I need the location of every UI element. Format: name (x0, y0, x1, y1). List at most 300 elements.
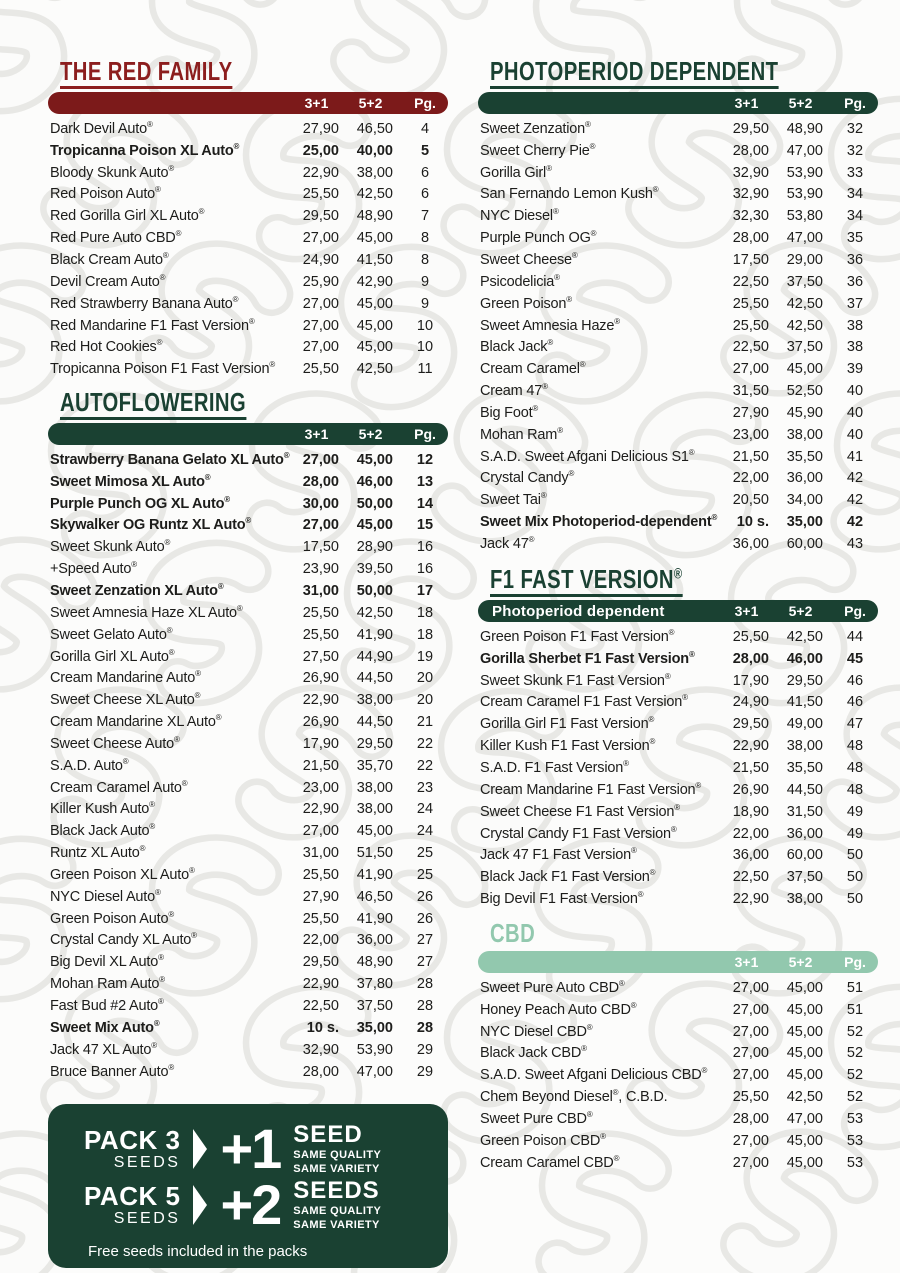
column-header-3plus1: 3+1 (734, 954, 759, 970)
table-row (48, 951, 448, 973)
price-5plus2: 35,50 (786, 759, 823, 776)
price-5plus2: 53,80 (786, 208, 823, 225)
price-5plus2: 42,50 (786, 295, 823, 312)
price-5plus2: 48,90 (356, 954, 393, 971)
section-f1-fast-version (478, 566, 878, 910)
price-3plus1: 29,50 (302, 954, 339, 971)
page-number: 52 (846, 1067, 864, 1084)
table-row (478, 735, 878, 757)
price-3plus1: 26,90 (302, 714, 339, 731)
price-5plus2: 45,00 (356, 451, 393, 468)
price-5plus2: 45,00 (786, 1001, 823, 1018)
price-5plus2: 53,90 (786, 164, 823, 181)
table-row (478, 118, 878, 140)
price-3plus1: 17,50 (732, 251, 769, 268)
table-row (48, 755, 448, 777)
price-5plus2: 52,50 (786, 383, 823, 400)
strain-name: Cream Caramel F1 Fast Version® (480, 693, 688, 711)
page-number: 53 (846, 1110, 864, 1127)
price-3plus1: 28,00 (302, 473, 339, 490)
strain-name: Jack 47® (480, 535, 535, 552)
price-5plus2: 42,50 (786, 628, 823, 645)
strain-name: Dark Devil Auto® (50, 120, 153, 137)
price-3plus1: 32,90 (302, 1041, 339, 1058)
page-number: 18 (416, 626, 434, 643)
page-number: 43 (846, 535, 864, 552)
strain-name: Black Jack Auto® (50, 822, 156, 840)
price-5plus2: 37,50 (786, 869, 823, 886)
page-number: 52 (846, 1089, 864, 1106)
price-3plus1: 25,50 (732, 295, 769, 312)
price-3plus1: 22,50 (732, 273, 769, 290)
price-5plus2: 53,90 (356, 1041, 393, 1058)
strain-name: Black Jack® (480, 338, 553, 356)
column-header-3plus1: 3+1 (734, 95, 759, 111)
table-row (478, 227, 878, 249)
table-header-bar (478, 92, 878, 114)
section-title: CBD (490, 918, 536, 948)
page-number: 52 (846, 1045, 864, 1062)
strain-name: Psicodelicia® (480, 273, 560, 290)
table-row (48, 1017, 448, 1039)
price-5plus2: 42,50 (356, 361, 393, 378)
price-5plus2: 47,00 (356, 1063, 393, 1080)
page-number: 38 (846, 339, 864, 356)
price-3plus1: 23,00 (302, 779, 339, 796)
strain-name: S.A.D. Sweet Afgani Delicious S1® (480, 447, 695, 465)
price-5plus2: 42,50 (786, 317, 823, 334)
strain-name: Skywalker OG Runtz XL Auto® (50, 516, 252, 534)
page-number: 50 (846, 869, 864, 886)
page-number: 32 (846, 120, 864, 137)
page-number: 33 (846, 164, 864, 181)
price-3plus1: 25,50 (732, 1089, 769, 1106)
price-5plus2: 48,90 (356, 208, 393, 225)
price-3plus1: 28,00 (732, 230, 769, 247)
price-5plus2: 46,00 (356, 473, 393, 490)
price-5plus2: 45,00 (356, 317, 393, 334)
strain-name: Sweet Amnesia Haze XL Auto® (50, 604, 243, 621)
column-header-page: Pg. (414, 426, 436, 442)
strain-name: Killer Kush Auto® (50, 800, 155, 818)
strain-name: Runtz XL Auto® (50, 844, 146, 862)
strain-name: Mohan Ram Auto® (50, 975, 165, 993)
page-number: 34 (846, 186, 864, 203)
price-3plus1: 27,00 (302, 823, 339, 840)
price-3plus1: 25,50 (732, 317, 769, 334)
table-row (478, 757, 878, 779)
table-row (478, 380, 878, 402)
page-number: 9 (420, 273, 430, 290)
table-row (48, 336, 448, 358)
pack3-label: PACK 3 SEEDS (84, 1125, 181, 1171)
price-5plus2: 50,00 (356, 582, 393, 599)
strain-name: Gorilla Girl F1 Fast Version® (480, 715, 655, 733)
strain-name: Purple Punch OG® (480, 229, 597, 247)
price-5plus2: 41,50 (356, 251, 393, 268)
strain-name: Sweet Pure Auto CBD® (480, 979, 625, 996)
page-number: 28 (416, 976, 434, 993)
table-row (48, 315, 448, 337)
page-number: 51 (846, 979, 864, 996)
price-3plus1: 25,90 (302, 273, 339, 290)
page-number: 37 (846, 295, 864, 312)
price-3plus1: 21,50 (732, 759, 769, 776)
seeds-bonus-label: SEEDS SAME QUALITY SAME VARIETY (293, 1177, 382, 1231)
price-3plus1: 27,00 (732, 361, 769, 378)
table-row (478, 184, 878, 206)
page-number: 53 (846, 1132, 864, 1149)
price-5plus2: 41,90 (356, 866, 393, 883)
table-row (478, 626, 878, 648)
table-header-bar (48, 423, 448, 445)
price-3plus1: 27,00 (302, 230, 339, 247)
page-number: 21 (416, 714, 434, 731)
section-photoperiod-dependent (478, 58, 878, 555)
strain-name: Big Foot® (480, 404, 539, 421)
section-title: PHOTOPERIOD DEPENDENT (490, 58, 778, 89)
page-number: 50 (846, 847, 864, 864)
table-row (48, 973, 448, 995)
page-number: 52 (846, 1023, 864, 1040)
price-5plus2: 50,00 (356, 495, 393, 512)
pack5-label: PACK 5 SEEDS (84, 1181, 181, 1227)
table-row (478, 402, 878, 424)
price-5plus2: 38,00 (356, 779, 393, 796)
price-5plus2: 44,50 (356, 714, 393, 731)
strain-name: Sweet Pure CBD® (480, 1110, 593, 1127)
section-title: F1 FAST VERSION® (490, 566, 683, 597)
page-number: 39 (846, 361, 864, 378)
column-header-5plus2: 5+2 (788, 95, 813, 111)
price-5plus2: 38,00 (356, 801, 393, 818)
price-3plus1: 27,90 (302, 888, 339, 905)
price-3plus1: 31,50 (732, 383, 769, 400)
strain-name: Cream Caramel Auto® (50, 778, 188, 796)
table-row (48, 358, 448, 380)
strain-name: Green Poison® (480, 294, 572, 312)
page-number: 48 (846, 738, 864, 755)
strain-name: Sweet Mix Photoperiod-dependent® (480, 513, 718, 531)
price-5plus2: 45,00 (786, 1023, 823, 1040)
column-header-page: Pg. (844, 95, 866, 111)
page-number: 46 (846, 672, 864, 689)
price-3plus1: 10 s. (306, 1019, 339, 1036)
table-row (48, 711, 448, 733)
page-number: 32 (846, 142, 864, 159)
price-3plus1: 25,50 (302, 604, 339, 621)
price-3plus1: 10 s. (736, 514, 769, 531)
page-number: 48 (846, 759, 864, 776)
strain-name: Sweet Skunk Auto® (50, 538, 171, 556)
strain-name: Cream Caramel® (480, 360, 586, 378)
price-5plus2: 45,00 (786, 1067, 823, 1084)
plus-one-label: +1 (220, 1117, 281, 1181)
price-5plus2: 45,00 (786, 1154, 823, 1171)
table-row (478, 249, 878, 271)
price-3plus1: 18,90 (732, 803, 769, 820)
strain-name: Big Devil F1 Fast Version® (480, 890, 644, 908)
price-3plus1: 22,90 (302, 692, 339, 709)
page-number: 40 (846, 404, 864, 421)
table-row (478, 162, 878, 184)
table-row (48, 249, 448, 271)
section-title: THE RED FAMILY (60, 58, 233, 89)
price-5plus2: 42,90 (356, 273, 393, 290)
section-red-family (48, 58, 448, 380)
table-row (48, 733, 448, 755)
table-row (478, 648, 878, 670)
table-row (478, 511, 878, 533)
strain-name: NYC Diesel® (480, 207, 559, 225)
strain-name: Red Poison Auto® (50, 185, 161, 203)
page-number: 13 (416, 473, 434, 490)
price-3plus1: 27,00 (302, 451, 339, 468)
strain-name: Green Poison XL Auto® (50, 866, 195, 883)
page-number: 49 (846, 825, 864, 842)
page-number: 29 (416, 1041, 434, 1058)
price-3plus1: 27,00 (732, 1045, 769, 1062)
strain-name: Chem Beyond Diesel®, C.B.D. (480, 1088, 668, 1106)
price-5plus2: 39,50 (356, 561, 393, 578)
price-3plus1: 26,90 (302, 670, 339, 687)
strain-name: Sweet Mimosa XL Auto® (50, 472, 211, 490)
price-3plus1: 27,00 (302, 317, 339, 334)
price-5plus2: 45,00 (786, 1132, 823, 1149)
price-3plus1: 32,30 (732, 208, 769, 225)
price-5plus2: 41,50 (786, 694, 823, 711)
column-header-3plus1: 3+1 (304, 95, 329, 111)
table-row (48, 667, 448, 689)
table-header-bar (478, 951, 878, 973)
strain-name: Bruce Banner Auto® (50, 1062, 174, 1080)
price-5plus2: 45,00 (356, 230, 393, 247)
price-3plus1: 28,00 (732, 1110, 769, 1127)
page-number: 47 (846, 716, 864, 733)
table-row (478, 670, 878, 692)
table-row (48, 689, 448, 711)
price-3plus1: 27,00 (732, 1023, 769, 1040)
price-5plus2: 47,00 (786, 142, 823, 159)
price-5plus2: 44,90 (356, 648, 393, 665)
strain-name: Cream Caramel CBD® (480, 1153, 620, 1171)
price-5plus2: 46,50 (356, 888, 393, 905)
strain-name: NYC Diesel CBD® (480, 1022, 593, 1040)
table-row (48, 271, 448, 293)
price-5plus2: 60,00 (786, 847, 823, 864)
strain-name: Red Gorilla Girl XL Auto® (50, 207, 205, 225)
section-cbd (478, 920, 878, 1174)
strain-name: Crystal Candy F1 Fast Version® (480, 824, 677, 842)
page-number: 25 (416, 866, 434, 883)
strain-name: Sweet Cheese F1 Fast Version® (480, 802, 680, 820)
price-5plus2: 35,00 (356, 1019, 393, 1036)
price-3plus1: 36,00 (732, 847, 769, 864)
page-number: 9 (420, 295, 430, 312)
price-5plus2: 29,50 (786, 672, 823, 689)
table-row (478, 336, 878, 358)
page-number: 20 (416, 692, 434, 709)
price-3plus1: 22,90 (302, 976, 339, 993)
table-row (48, 886, 448, 908)
price-3plus1: 22,00 (302, 932, 339, 949)
price-3plus1: 24,90 (732, 694, 769, 711)
page-number: 10 (416, 317, 434, 334)
price-3plus1: 31,00 (302, 582, 339, 599)
strain-name: Green Poison F1 Fast Version® (480, 628, 675, 645)
page-number: 36 (846, 273, 864, 290)
price-3plus1: 25,50 (732, 628, 769, 645)
table-row (478, 140, 878, 162)
price-3plus1: 21,50 (732, 448, 769, 465)
page-number: 23 (416, 779, 434, 796)
table-row (478, 468, 878, 490)
page-number: 27 (416, 954, 434, 971)
price-3plus1: 22,90 (732, 738, 769, 755)
page-number: 53 (846, 1154, 864, 1171)
price-3plus1: 22,50 (302, 998, 339, 1015)
price-3plus1: 27,00 (732, 1001, 769, 1018)
price-5plus2: 45,00 (786, 361, 823, 378)
page-number: 22 (416, 757, 434, 774)
table-row (48, 140, 448, 162)
strain-name: Black Jack CBD® (480, 1044, 587, 1062)
strain-name: Crystal Candy® (480, 469, 575, 487)
price-3plus1: 29,50 (732, 716, 769, 733)
price-5plus2: 53,90 (786, 186, 823, 203)
table-row (48, 777, 448, 799)
price-3plus1: 30,00 (302, 495, 339, 512)
page-number: 16 (416, 561, 434, 578)
strain-name: S.A.D. F1 Fast Version® (480, 759, 629, 776)
price-3plus1: 25,00 (302, 142, 339, 159)
page-number: 6 (420, 186, 430, 203)
page-number: 40 (846, 383, 864, 400)
table-row (48, 515, 448, 537)
table-row (48, 1039, 448, 1061)
column-header-3plus1: 3+1 (734, 603, 759, 619)
price-5plus2: 47,00 (786, 1110, 823, 1127)
price-3plus1: 29,50 (732, 120, 769, 137)
price-5plus2: 46,50 (356, 120, 393, 137)
page-number: 5 (420, 142, 430, 159)
page-number: 34 (846, 208, 864, 225)
price-3plus1: 28,00 (302, 1063, 339, 1080)
price-5plus2: 40,00 (356, 142, 393, 159)
table-row (478, 424, 878, 446)
price-5plus2: 45,00 (356, 295, 393, 312)
table-row (48, 580, 448, 602)
strain-name: Sweet Tai® (480, 491, 547, 509)
price-5plus2: 35,70 (356, 757, 393, 774)
price-5plus2: 29,00 (786, 251, 823, 268)
page-number: 7 (420, 208, 430, 225)
column-header-page: Pg. (844, 954, 866, 970)
price-3plus1: 27,00 (302, 517, 339, 534)
price-3plus1: 27,00 (732, 1132, 769, 1149)
page-number: 8 (420, 230, 430, 247)
page-number: 40 (846, 426, 864, 443)
strain-name: Red Strawberry Banana Auto® (50, 294, 239, 312)
page-number: 38 (846, 317, 864, 334)
price-3plus1: 25,50 (302, 626, 339, 643)
price-3plus1: 32,90 (732, 186, 769, 203)
table-row (478, 1021, 878, 1043)
table-row (48, 864, 448, 886)
price-5plus2: 38,00 (786, 426, 823, 443)
price-5plus2: 42,50 (786, 1089, 823, 1106)
page-number: 12 (416, 451, 434, 468)
page-number: 17 (416, 582, 434, 599)
page-number: 6 (420, 164, 430, 181)
column-header-3plus1: 3+1 (304, 426, 329, 442)
strain-name: Cream Mandarine Auto® (50, 669, 201, 687)
price-5plus2: 38,00 (356, 164, 393, 181)
price-3plus1: 22,90 (302, 164, 339, 181)
strain-name: Red Hot Cookies® (50, 338, 163, 356)
table-row (478, 533, 878, 555)
price-5plus2: 45,00 (786, 979, 823, 996)
price-3plus1: 23,00 (732, 426, 769, 443)
table-row (478, 271, 878, 293)
table-header-bar (478, 600, 878, 622)
price-3plus1: 22,00 (732, 470, 769, 487)
table-row (48, 471, 448, 493)
page-number: 44 (846, 628, 864, 645)
strain-name: Sweet Cheese XL Auto® (50, 691, 201, 709)
strain-name: Bloody Skunk Auto® (50, 163, 174, 181)
table-row (478, 713, 878, 735)
strain-name: Black Cream Auto® (50, 251, 169, 268)
table-row (48, 536, 448, 558)
column-header-page: Pg. (414, 95, 436, 111)
price-3plus1: 25,50 (302, 910, 339, 927)
price-5plus2: 47,00 (786, 230, 823, 247)
price-5plus2: 45,00 (786, 1045, 823, 1062)
table-row (478, 358, 878, 380)
strain-name: Strawberry Banana Gelato XL Auto® (50, 451, 290, 468)
strain-name: Big Devil XL Auto® (50, 953, 164, 971)
page-number: 18 (416, 604, 434, 621)
strain-name: Green Poison Auto® (50, 909, 174, 927)
table-row (48, 227, 448, 249)
promo-pack3-row (84, 1117, 448, 1181)
table-row (48, 1061, 448, 1083)
page-number: 28 (416, 998, 434, 1015)
table-row (478, 692, 878, 714)
price-5plus2: 29,50 (356, 735, 393, 752)
price-5plus2: 48,90 (786, 120, 823, 137)
price-3plus1: 20,50 (732, 492, 769, 509)
right-arrow-icon (193, 1185, 207, 1225)
page-number: 15 (416, 517, 434, 534)
table-row (48, 493, 448, 515)
price-3plus1: 27,00 (732, 979, 769, 996)
price-3plus1: 27,00 (302, 339, 339, 356)
table-row (478, 999, 878, 1021)
page-number: 42 (846, 470, 864, 487)
price-3plus1: 21,50 (302, 757, 339, 774)
price-5plus2: 37,50 (356, 998, 393, 1015)
table-row (478, 1108, 878, 1130)
price-3plus1: 17,90 (732, 672, 769, 689)
price-3plus1: 31,00 (302, 845, 339, 862)
page-number: 29 (416, 1063, 434, 1080)
strain-name: Killer Kush F1 Fast Version® (480, 737, 656, 755)
strain-name: Red Mandarine F1 Fast Version® (50, 316, 255, 334)
table-row (48, 995, 448, 1017)
table-header-bar (48, 92, 448, 114)
